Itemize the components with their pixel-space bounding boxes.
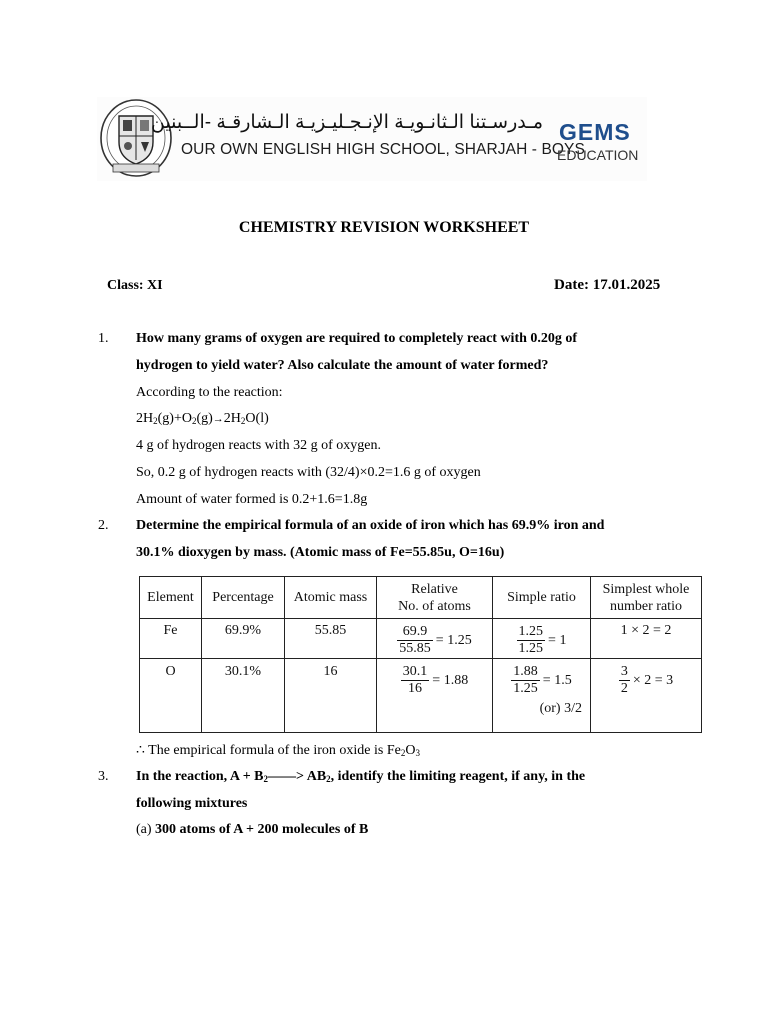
denominator: 1.25 — [513, 681, 538, 696]
part-label: (a) — [136, 822, 152, 837]
question-number: 2. — [98, 518, 109, 533]
denominator: 1.25 — [518, 641, 544, 656]
question-number: 3. — [98, 769, 109, 784]
denominator: 16 — [408, 681, 423, 696]
fraction — [517, 624, 546, 657]
question-text: How many grams of oxygen are required to completely react with 0.20g of — [136, 331, 578, 346]
table-header — [377, 577, 493, 619]
table-cell — [493, 659, 591, 733]
school-name-arabic: مـدرسـتنا الـثانـويـة الإنـجـليـزيـة الـشارقـة -الــبنين — [150, 112, 543, 133]
brand-name: GEMS — [559, 119, 631, 145]
brand-sub: EDUCATION — [557, 147, 639, 163]
numerator: 1.88 — [513, 664, 538, 679]
denominator: 55.85 — [399, 641, 431, 656]
cell-text: 55.85 — [314, 623, 347, 638]
table-cell — [591, 619, 702, 659]
table-header — [591, 577, 702, 619]
fraction — [619, 664, 630, 697]
numerator: 1.25 — [518, 624, 544, 639]
fraction — [401, 664, 430, 697]
fraction-result: × 2 = 3 — [632, 672, 674, 688]
table-header: Atomic mass — [285, 577, 377, 619]
numerator: 69.9 — [397, 624, 433, 641]
cell-text: 69.9% — [224, 623, 262, 638]
table-cell — [140, 619, 202, 659]
fraction — [511, 664, 540, 697]
table-row — [140, 619, 702, 659]
numerator: 3 — [620, 664, 628, 679]
ratio-extra: (or) 3/2 — [539, 701, 582, 716]
table-cell — [202, 619, 285, 659]
table-header-text: Relative No. of atoms — [398, 581, 471, 614]
table-header: Percentage — [202, 577, 285, 619]
table-cell — [493, 619, 591, 659]
table-cell — [591, 659, 702, 733]
conclusion-text: ∴ The empirical formula of the iron oxide is Fe — [136, 743, 401, 758]
cell-text: 1 × 2 = 2 — [620, 623, 672, 638]
school-name-english: OUR OWN ENGLISH HIGH SCHOOL, SHARJAH - BOYS — [181, 141, 585, 158]
table-header: Element — [140, 577, 202, 619]
cell-text: 16 — [323, 664, 338, 679]
answer-line: Amount of water formed is 0.2+1.6=1.8g — [136, 492, 368, 507]
class-label: Class: XI — [107, 278, 163, 293]
table-cell — [377, 619, 493, 659]
empirical-formula-table — [139, 576, 702, 733]
question-text: hydrogen to yield water? Also calculate the amount of water formed? — [136, 358, 549, 373]
cell-text: O — [165, 664, 176, 679]
page-title: CHEMISTRY REVISION WORKSHEET — [238, 219, 530, 236]
subscript: 2 — [263, 774, 269, 784]
part-a — [136, 822, 368, 838]
table-cell — [285, 619, 377, 659]
table-cell — [377, 659, 493, 733]
table-row — [140, 659, 702, 733]
school-crest-icon — [99, 98, 173, 178]
question-text: 30.1% dioxygen by mass. (Atomic mass of Fe=55.85u, O=16u) — [136, 545, 505, 560]
fraction-result: = 1 — [548, 632, 567, 648]
reaction-equation: $2H_2(g)+O_2(g)\to 2H_2O(l)$ — [136, 411, 269, 426]
denominator: 2 — [620, 681, 628, 696]
fraction — [397, 624, 433, 657]
subscript: 2 — [326, 774, 331, 784]
conclusion-line — [136, 742, 420, 759]
table-header: Simple ratio — [493, 577, 591, 619]
q3-text: In the reaction, A + B — [136, 769, 264, 784]
q3-text: , identify the limiting reagent, if any, in the — [330, 769, 586, 784]
fraction-result: = 1.88 — [432, 672, 469, 688]
table-cell — [202, 659, 285, 733]
conclusion-text: O — [405, 743, 416, 758]
subscript: 2 — [400, 748, 406, 758]
table-cell — [285, 659, 377, 733]
cell-text: Fe — [163, 623, 178, 638]
subscript: 3 — [415, 748, 420, 758]
part-text: 300 atoms of A + 200 molecules of B — [155, 822, 369, 837]
question-text: Determine the empirical formula of an oxide of iron which has 69.9% iron and — [136, 518, 605, 533]
table-header-text: Simplest whole number ratio — [602, 581, 690, 614]
question-text — [136, 769, 585, 785]
question-number: 1. — [98, 331, 109, 346]
numerator: 30.1 — [402, 664, 428, 679]
cell-text: 30.1% — [224, 664, 262, 679]
answer-line: According to the reaction: — [136, 385, 283, 400]
q3-text: ——> AB — [268, 769, 327, 784]
table-cell — [140, 659, 202, 733]
date-label: Date: 17.01.2025 — [554, 277, 661, 293]
school-header-banner — [97, 97, 647, 181]
fraction-result: = 1.5 — [542, 672, 572, 688]
answer-line: 4 g of hydrogen reacts with 32 g of oxygen. — [136, 438, 381, 453]
answer-line: So, 0.2 g of hydrogen reacts with (32/4)×0.2=1.6 g of oxygen — [136, 465, 481, 480]
question-text: following mixtures — [136, 796, 248, 811]
gems-logo — [559, 119, 631, 146]
fraction-result: = 1.25 — [435, 632, 472, 648]
